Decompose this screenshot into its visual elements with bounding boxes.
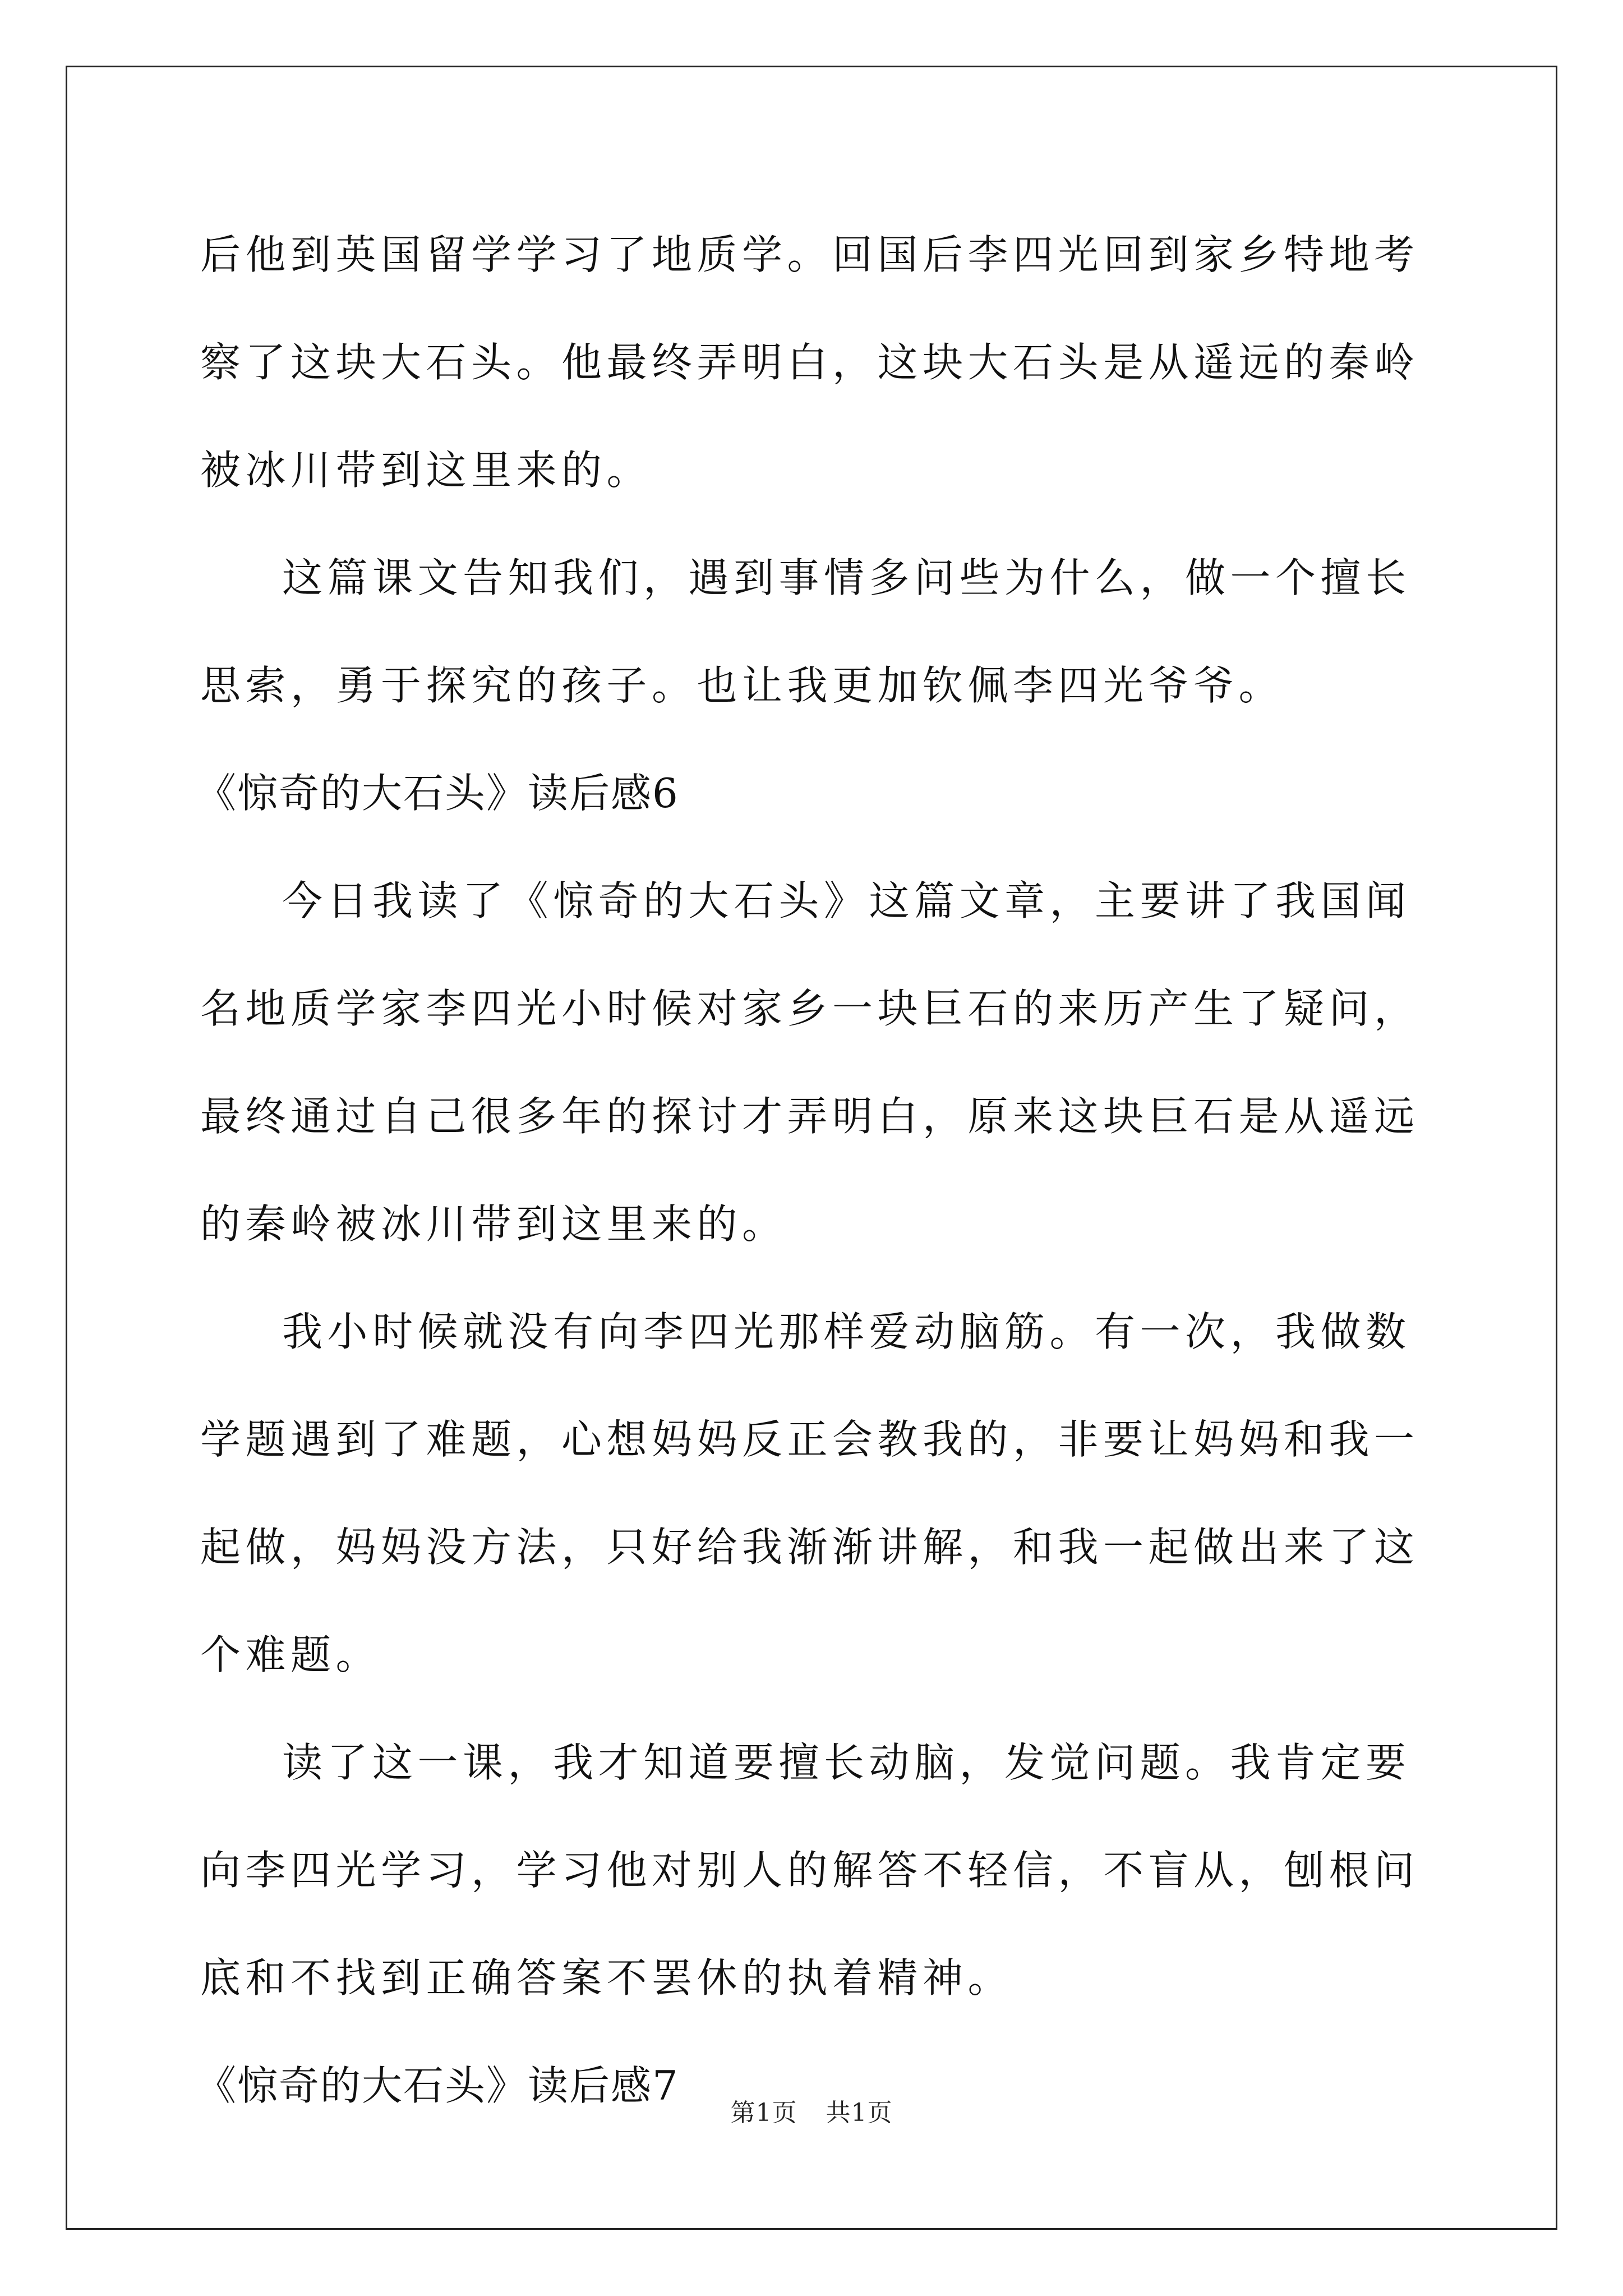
section-heading: 《惊奇的大石头》读后感7 bbox=[196, 2062, 679, 2109]
section-heading: 《惊奇的大石头》读后感6 bbox=[196, 770, 679, 817]
paragraph-continuation: 后他到英国留学学习了地质学。回国后李四光回到家乡特地考察了这块大石头。他最终弄明白，这块大石头是从遥远的秦岭被冰川带到这里来的。 bbox=[200, 231, 1419, 494]
paragraph: 这篇课文告知我们，遇到事情多问些为什么，做一个擅长思索，勇于探究的孩子。也让我更加钦佩李四光爷爷。 bbox=[200, 554, 1411, 709]
page-total: 共1页 bbox=[826, 2099, 893, 2127]
paragraph: 读了这一课，我才知道要擅长动脑，发觉问题。我肯定要向李四光学习，学习他对别人的解答不轻信，不盲从，刨根问底和不找到正确答案不罢休的执着精神。 bbox=[200, 1739, 1419, 2001]
paragraph: 我小时候就没有向李四光那样爱动脑筋。有一次，我做数学题遇到了难题，心想妈妈反正会教我的，非要让妈妈和我一起做，妈妈没方法，只好给我渐渐讲解，和我一起做出来了这个难题。 bbox=[200, 1308, 1419, 1678]
page-footer bbox=[0, 2092, 1623, 2128]
document-body bbox=[196, 201, 1428, 2139]
paragraph: 今日我读了《惊奇的大石头》这篇文章，主要讲了我国闻名地质学家李四光小时候对家乡一块巨石的来历产生了疑问，最终通过自己很多年的探讨才弄明白，原来这块巨石是从遥远的秦岭被冰川带到这里来的。 bbox=[200, 877, 1419, 1248]
page-number: 第1页 bbox=[730, 2099, 797, 2127]
